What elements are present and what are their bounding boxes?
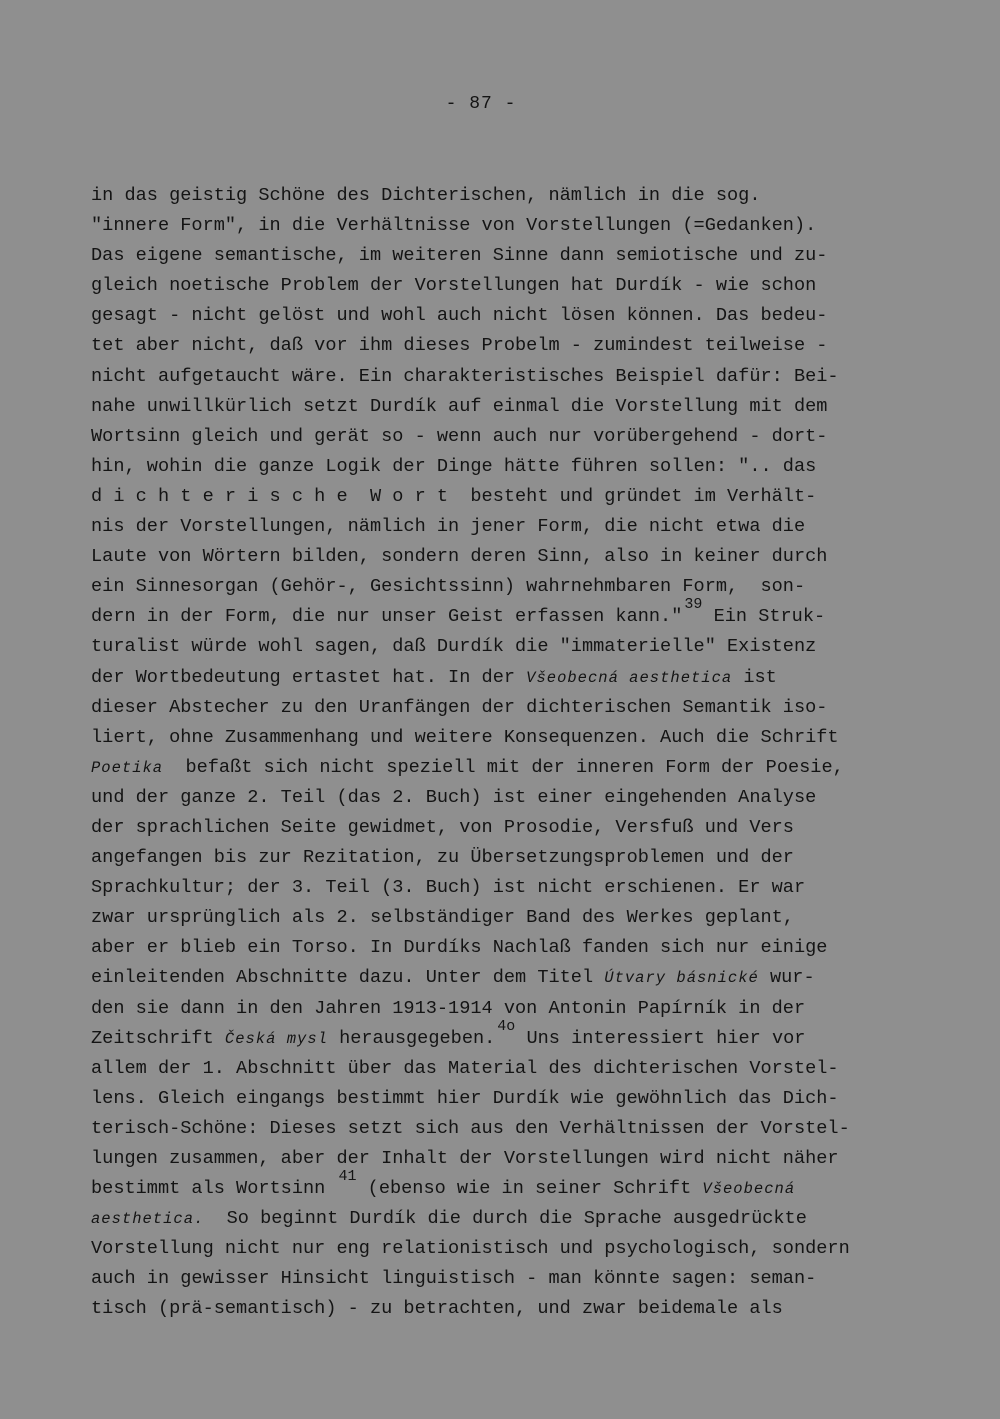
text-line xyxy=(91,1294,921,1324)
text-line xyxy=(91,903,921,933)
text-line xyxy=(91,1234,921,1264)
text-run: angefangen bis zur Rezitation, zu Übersetzungsproblemen und der xyxy=(91,847,794,869)
text-run: tisch (prä-semantisch) - zu betrachten, und zwar beidemale als xyxy=(91,1298,783,1320)
text-run: So beginnt Durdík die durch die Sprache ausgedrückte xyxy=(204,1208,807,1230)
italic-title: Česká mysl xyxy=(224,1029,328,1048)
text-line xyxy=(91,211,921,241)
text-run: befaßt sich nicht speziell mit der inneren Form der Poesie, xyxy=(163,756,844,778)
text-run: aber er blieb ein Torso. In Durdíks Nachlaß fanden sich nur einige xyxy=(91,937,828,959)
text-run: herausgegeben. xyxy=(327,1027,496,1049)
text-line xyxy=(91,1054,921,1084)
text-run: turalist würde wohl sagen, daß Durdík die "immaterielle" Existenz xyxy=(91,636,817,658)
text-line xyxy=(91,813,921,843)
text-run: dern in der Form, die nur unser Geist erfassen kann." xyxy=(91,606,683,628)
text-line xyxy=(91,452,921,482)
italic-title: Poetika xyxy=(91,758,164,777)
italic-title: Všeobecná aesthetica xyxy=(526,668,733,687)
text-line xyxy=(91,843,921,873)
text-line xyxy=(91,873,921,903)
text-run: tet aber nicht, daß vor ihm dieses Probelm - zumindest teilweise - xyxy=(91,335,828,357)
text-line xyxy=(91,241,921,271)
text-run: lens. Gleich eingangs bestimmt hier Durdík wie gewöhnlich das Dich- xyxy=(91,1087,839,1109)
text-line xyxy=(91,331,921,361)
text-run: auch in gewisser Hinsicht linguistisch - man könnte sagen: seman- xyxy=(91,1268,817,1290)
text-line xyxy=(91,693,921,723)
text-line xyxy=(91,632,921,662)
text-run: lungen zusammen, aber der Inhalt der Vorstellungen wird nicht näher xyxy=(91,1148,839,1169)
footnote-ref: 4o xyxy=(497,1017,516,1035)
text-run: bestimmt als Wortsinn xyxy=(91,1178,337,1200)
text-run: wur- xyxy=(758,967,815,989)
text-run: ein Sinnesorgan (Gehör-, Gesichtssinn) wahrnehmbaren Form, son- xyxy=(91,576,806,598)
text-line xyxy=(91,392,921,422)
text-run: "innere Form", in die Verhältnisse von Vorstellungen (=Gedanken). xyxy=(91,215,817,237)
text-line xyxy=(91,723,921,753)
text-run: und der ganze 2. Teil (das 2. Buch) ist einer eingehenden Analyse xyxy=(91,786,817,808)
text-line xyxy=(91,1264,921,1294)
text-line xyxy=(91,181,921,211)
footnote-ref: 39 xyxy=(684,596,703,614)
text-line xyxy=(91,1204,921,1234)
page-number: - 87 - xyxy=(445,94,517,114)
text-run: einleitenden Abschnitte dazu. Unter dem Titel xyxy=(91,967,605,989)
text-run: Uns interessiert hier vor xyxy=(515,1027,806,1049)
text-run: allem der 1. Abschnitt über das Material des dichterischen Vorstel- xyxy=(91,1057,839,1079)
text-line xyxy=(91,596,921,632)
text-run: Wortsinn gleich und gerät so - wenn auch nur vorübergehend - dort- xyxy=(91,425,828,447)
text-run: nis der Vorstellungen, nämlich in jener Form, die nicht etwa die xyxy=(91,516,806,538)
text-line xyxy=(91,271,921,301)
text-line xyxy=(91,572,921,602)
body-text xyxy=(91,181,921,1325)
text-run: der Wortbedeutung ertastet hat. In der xyxy=(91,666,527,688)
text-run: den sie dann in den Jahren 1913-1914 von Antonin Papírník in der xyxy=(91,997,806,1019)
text-line xyxy=(91,482,921,512)
italic-title: Všeobecná xyxy=(702,1180,796,1199)
text-run: Vorstellung nicht nur eng relationistisch und psychologisch, sondern xyxy=(91,1238,850,1260)
text-run: Zeitschrift xyxy=(91,1027,225,1049)
text-run: ist xyxy=(732,666,777,688)
text-run: Laute von Wörtern bilden, sondern deren Sinn, also in keiner durch xyxy=(91,546,828,568)
text-run: der sprachlichen Seite gewidmet, von Prosodie, Versfuß und Vers xyxy=(91,816,794,838)
text-line xyxy=(91,933,921,963)
text-run: (ebenso wie in seiner Schrift xyxy=(356,1178,703,1200)
text-run: hin, wohin die ganze Logik der Dinge hätte führen sollen: ".. das xyxy=(91,455,817,477)
text-run: Das eigene semantische, im weiteren Sinne dann semiotische und zu- xyxy=(91,245,828,267)
text-run: Ein Struk- xyxy=(702,606,826,628)
italic-title: Útvary básnické xyxy=(604,969,759,988)
text-run: d i c h t e r i s c h e W o r t besteht und gründet im Verhält- xyxy=(91,485,817,507)
text-line xyxy=(91,753,921,783)
text-run: gleich noetische Problem der Vorstellungen hat Durdík - wie schon xyxy=(91,275,817,297)
text-line xyxy=(91,422,921,452)
footnote-ref: 41 xyxy=(338,1168,357,1186)
text-run: dieser Abstecher zu den Uranfängen der dichterischen Semantik iso- xyxy=(91,696,828,718)
text-run: Sprachkultur; der 3. Teil (3. Buch) ist nicht erschienen. Er war xyxy=(91,877,806,899)
text-run: nahe unwillkürlich setzt Durdík auf einmal die Vorstellung mit dem xyxy=(91,395,828,417)
text-run: terisch-Schöne: Dieses setzt sich aus den Verhältnissen der Vorstel- xyxy=(91,1117,850,1139)
text-line xyxy=(91,783,921,813)
text-line xyxy=(91,301,921,331)
italic-title: aesthetica. xyxy=(91,1210,205,1229)
text-run: gesagt - nicht gelöst und wohl auch nicht lösen können. Das bedeu- xyxy=(91,305,828,327)
text-line xyxy=(91,1114,921,1144)
text-line xyxy=(91,663,921,693)
text-run: liert, ohne Zusammenhang und weitere Konsequenzen. Auch die Schrift xyxy=(91,726,839,748)
text-line xyxy=(91,1084,921,1114)
text-line xyxy=(91,362,921,392)
text-line xyxy=(91,1144,921,1174)
text-line xyxy=(91,542,921,572)
text-run: in das geistig Schöne des Dichterischen, nämlich in die sog. xyxy=(91,185,761,206)
text-line xyxy=(91,1168,921,1204)
text-run: nicht aufgetaucht wäre. Ein charakteristisches Beispiel dafür: Bei- xyxy=(91,365,839,387)
text-line xyxy=(91,512,921,542)
text-line xyxy=(91,1017,921,1054)
text-run: zwar ursprünglich als 2. selbständiger Band des Werkes geplant, xyxy=(91,907,794,929)
text-line xyxy=(91,963,921,993)
